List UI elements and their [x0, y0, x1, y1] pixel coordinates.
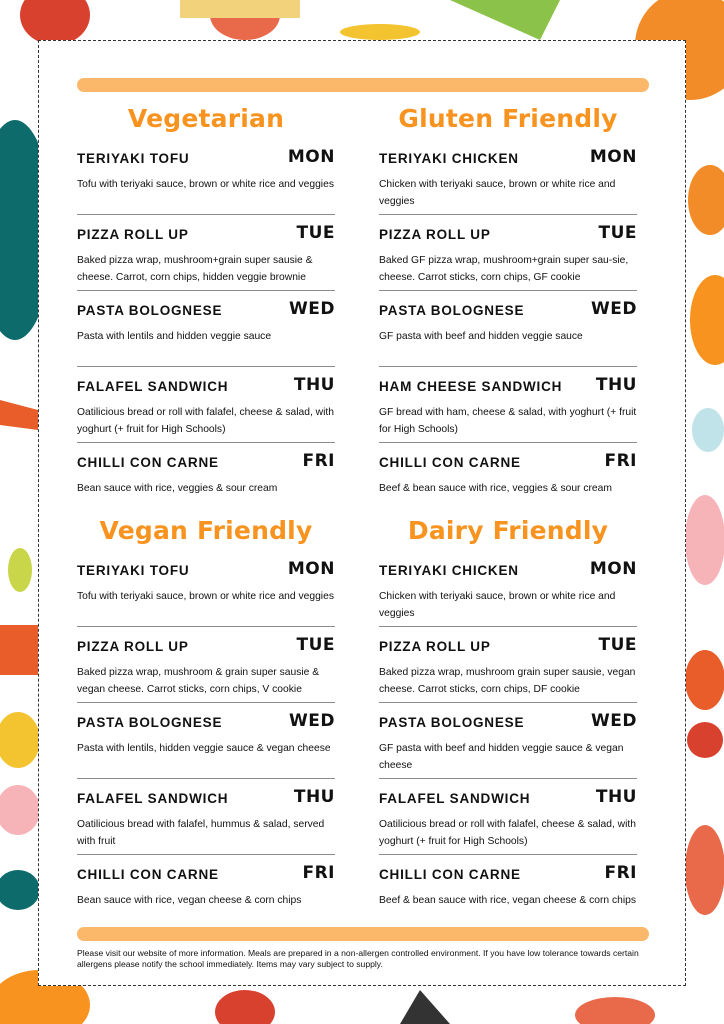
item-day: MON — [287, 559, 335, 579]
item-day: THU — [595, 787, 637, 807]
item-name: TERIYAKI CHICKEN — [379, 563, 519, 578]
menu-item — [379, 291, 637, 367]
item-day: THU — [293, 375, 335, 395]
item-description: GF pasta with beef and hidden veggie sauce — [379, 331, 583, 342]
menu-item — [77, 855, 335, 931]
menu-item — [379, 855, 637, 931]
orange-illustration — [690, 275, 724, 365]
item-description: Baked pizza wrap, mushroom grain super sausie, vegan cheese. Carrot sticks, corn chips, DF cookie — [379, 667, 636, 695]
top-accent-bar — [77, 78, 649, 92]
item-description: Baked GF pizza wrap, mushroom+grain super sau-sie, cheese. Carrot sticks, corn chips, GF cookie — [379, 255, 629, 283]
item-day: MON — [589, 559, 637, 579]
herb-illustration — [8, 548, 32, 592]
menu-item — [379, 551, 637, 627]
pepper-illustration — [685, 650, 724, 710]
item-name: CHILLI CON CARNE — [77, 867, 219, 882]
item-name: PIZZA ROLL UP — [379, 227, 491, 242]
item-description: Chicken with teriyaki sauce, brown or white rice and veggies — [379, 591, 616, 619]
menu-item — [379, 139, 637, 215]
menu-item — [379, 703, 637, 779]
item-description: GF bread with ham, cheese & salad, with yoghurt (+ fruit for High Schools) — [379, 407, 637, 435]
grain-illustration — [180, 0, 300, 18]
menu-sheet — [38, 40, 686, 986]
item-description: Oatilicious bread or roll with falafel, cheese & salad, with yoghurt (+ fruit for High Schools) — [77, 407, 334, 435]
onion-illustration — [575, 997, 655, 1024]
tomato-illustration — [687, 722, 723, 758]
item-description: Bean sauce with rice, veggies & sour cream — [77, 483, 278, 494]
item-day: TUE — [296, 223, 335, 243]
item-name: TERIYAKI TOFU — [77, 563, 190, 578]
footer-disclaimer: Please visit our website of more information. Meals are prepared in a non-allergen controlled environment. If you have low tolerance towards certain allergens please notify the school immediately. Items may vary subject to supply. — [77, 948, 639, 969]
menu-item — [379, 215, 637, 291]
herb-illustration — [692, 408, 724, 452]
item-description: Beef & bean sauce with rice, veggies & sour cream — [379, 483, 612, 494]
item-day: WED — [591, 711, 637, 731]
item-day: THU — [293, 787, 335, 807]
section-gluten-friendly — [379, 99, 637, 519]
section-title: Vegetarian — [127, 104, 285, 133]
item-name: PASTA BOLOGNESE — [77, 715, 223, 730]
bottom-accent-bar — [77, 927, 649, 941]
item-description: Tofu with teriyaki sauce, brown or white rice and veggies — [77, 591, 334, 602]
item-name: TERIYAKI TOFU — [77, 151, 190, 166]
item-name: PIZZA ROLL UP — [77, 227, 189, 242]
leek-illustration — [450, 0, 560, 40]
item-name: PASTA BOLOGNESE — [77, 303, 223, 318]
lemon-illustration — [0, 712, 40, 768]
tomato-illustration — [20, 0, 90, 45]
carrot-illustration — [0, 625, 38, 675]
item-description: Oatilicious bread with falafel, hummus & salad, served with fruit — [77, 819, 325, 847]
item-day: TUE — [598, 223, 637, 243]
menu-item — [379, 627, 637, 703]
item-day: TUE — [296, 635, 335, 655]
menu-item — [77, 443, 335, 519]
item-day: MON — [287, 147, 335, 167]
item-description: Bean sauce with rice, vegan cheese & corn chips — [77, 895, 302, 906]
menu-item — [379, 443, 637, 519]
item-description: GF pasta with beef and hidden veggie sauce & vegan cheese — [379, 743, 624, 771]
item-name: CHILLI CON CARNE — [379, 455, 521, 470]
section-dairy-friendly — [379, 511, 637, 931]
menu-item — [77, 139, 335, 215]
item-name: FALAFEL SANDWICH — [379, 791, 531, 806]
tomato-illustration — [215, 990, 275, 1024]
item-name: TERIYAKI CHICKEN — [379, 151, 519, 166]
item-description: Baked pizza wrap, mushroom+grain super sausie & cheese. Carrot, corn chips, hidden veggie brownie — [77, 255, 313, 283]
item-day: FRI — [604, 451, 637, 471]
menu-item — [77, 215, 335, 291]
item-description: Pasta with lentils and hidden veggie sauce — [77, 331, 272, 342]
item-description: Beef & bean sauce with rice, vegan cheese & corn chips — [379, 895, 636, 906]
section-vegetarian — [77, 99, 335, 519]
item-name: FALAFEL SANDWICH — [77, 379, 229, 394]
section-title: Dairy Friendly — [407, 516, 609, 545]
item-name: PIZZA ROLL UP — [77, 639, 189, 654]
carrot-illustration — [0, 400, 38, 430]
item-name: CHILLI CON CARNE — [77, 455, 219, 470]
item-day: WED — [591, 299, 637, 319]
menu-item — [77, 551, 335, 627]
chili-illustration — [685, 825, 724, 915]
menu-item — [77, 703, 335, 779]
carrot-illustration — [688, 165, 724, 235]
item-day: TUE — [598, 635, 637, 655]
item-day: FRI — [604, 863, 637, 883]
item-description: Chicken with teriyaki sauce, brown or white rice and veggies — [379, 179, 616, 207]
item-name: PASTA BOLOGNESE — [379, 303, 525, 318]
menu-item — [77, 367, 335, 443]
menu-item — [379, 367, 637, 443]
item-name: CHILLI CON CARNE — [379, 867, 521, 882]
item-description: Pasta with lentils, hidden veggie sauce & vegan cheese — [77, 743, 331, 754]
radish-illustration — [0, 785, 40, 835]
item-description: Tofu with teriyaki sauce, brown or white rice and veggies — [77, 179, 334, 190]
item-day: WED — [289, 711, 335, 731]
leaf-illustration — [0, 870, 40, 910]
item-name: PIZZA ROLL UP — [379, 639, 491, 654]
item-day: WED — [289, 299, 335, 319]
section-title: Vegan Friendly — [99, 516, 313, 545]
item-day: THU — [595, 375, 637, 395]
menu-item — [77, 291, 335, 367]
herb-illustration — [400, 990, 450, 1024]
item-day: MON — [589, 147, 637, 167]
radish-illustration — [685, 495, 724, 585]
item-name: FALAFEL SANDWICH — [77, 791, 229, 806]
menu-item — [77, 627, 335, 703]
lemon-illustration — [340, 24, 420, 40]
item-description: Oatilicious bread or roll with falafel, cheese & salad, with yoghurt (+ fruit for High Schools) — [379, 819, 636, 847]
menu-item — [77, 779, 335, 855]
section-title: Gluten Friendly — [398, 104, 618, 133]
item-name: PASTA BOLOGNESE — [379, 715, 525, 730]
item-day: FRI — [302, 863, 335, 883]
item-day: FRI — [302, 451, 335, 471]
menu-item — [379, 779, 637, 855]
section-vegan-friendly — [77, 511, 335, 931]
item-name: HAM CHEESE SANDWICH — [379, 379, 563, 394]
item-description: Baked pizza wrap, mushroom & grain super sausie & vegan cheese. Carrot sticks, corn chips, V cookie — [77, 667, 320, 695]
